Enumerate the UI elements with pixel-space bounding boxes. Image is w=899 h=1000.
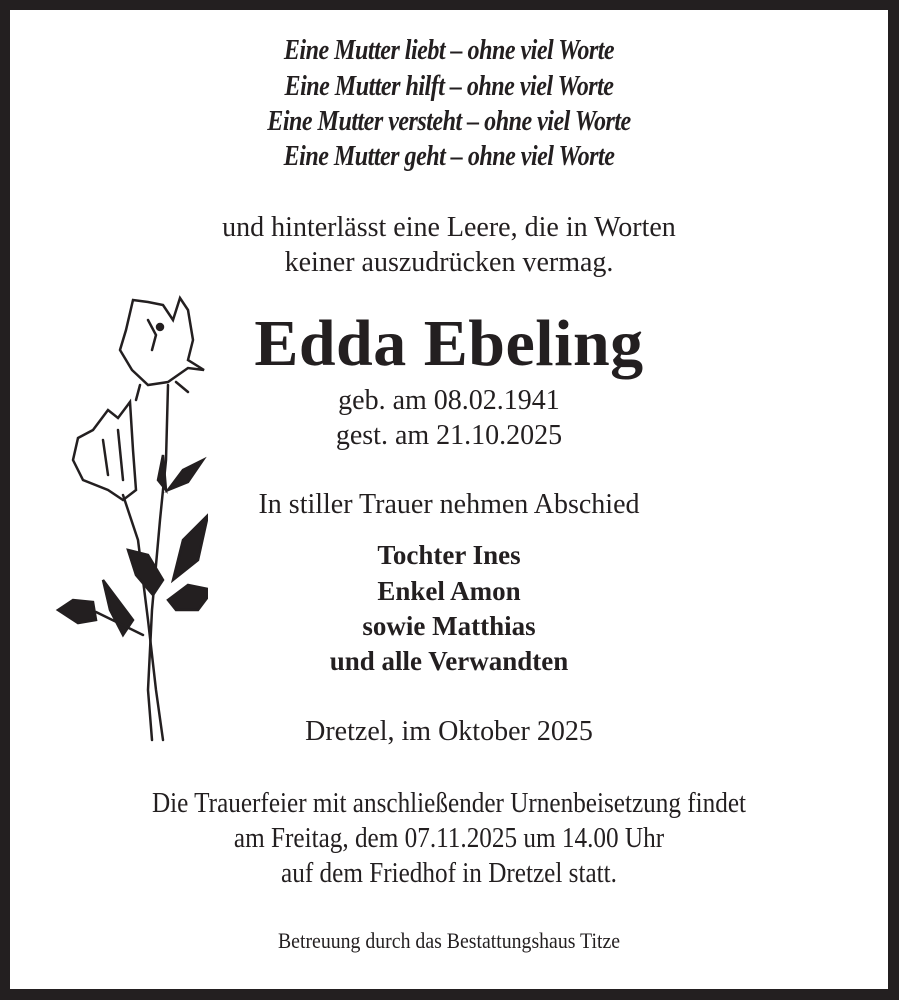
ceremony-line-2: am Freitag, dem 07.11.2025 um 14.00 Uhr — [233, 823, 665, 854]
intro-line-1: und hinterlässt eine Leere, die in Worten — [222, 212, 676, 243]
death-date: gest. am 21.10.2025 — [335, 420, 563, 451]
poem-line-2: Eine Mutter hilft – ohne viel Worte — [284, 71, 614, 102]
mourner-4: und alle Verwandten — [329, 646, 569, 676]
farewell-line: In stiller Trauer nehmen Abschied — [258, 489, 640, 520]
poem-line-4: Eine Mutter geht – ohne viel Worte — [283, 141, 615, 172]
birth-date: geb. am 08.02.1941 — [338, 385, 560, 416]
poem-line-3: Eine Mutter versteht – ohne viel Worte — [267, 106, 631, 137]
mourner-2: Enkel Amon — [377, 576, 521, 606]
ceremony-line-3: auf dem Friedhof in Dretzel statt. — [281, 858, 617, 889]
intro-line-2: keiner auszudrücken vermag. — [284, 247, 614, 278]
poem-line-1: Eine Mutter liebt – ohne viel Worte — [283, 35, 615, 66]
mourner-3: sowie Matthias — [362, 611, 536, 641]
ceremony-line-1: Die Trauerfeier mit anschließender Urnenbeisetzung findet — [151, 788, 747, 819]
mourner-1: Tochter Ines — [377, 540, 521, 570]
obituary-notice — [10, 10, 888, 989]
place-date: Dretzel, im Oktober 2025 — [305, 716, 593, 747]
funeral-home: Betreuung durch das Bestattungshaus Titze — [277, 928, 621, 953]
deceased-name: Edda Ebeling — [254, 307, 644, 380]
